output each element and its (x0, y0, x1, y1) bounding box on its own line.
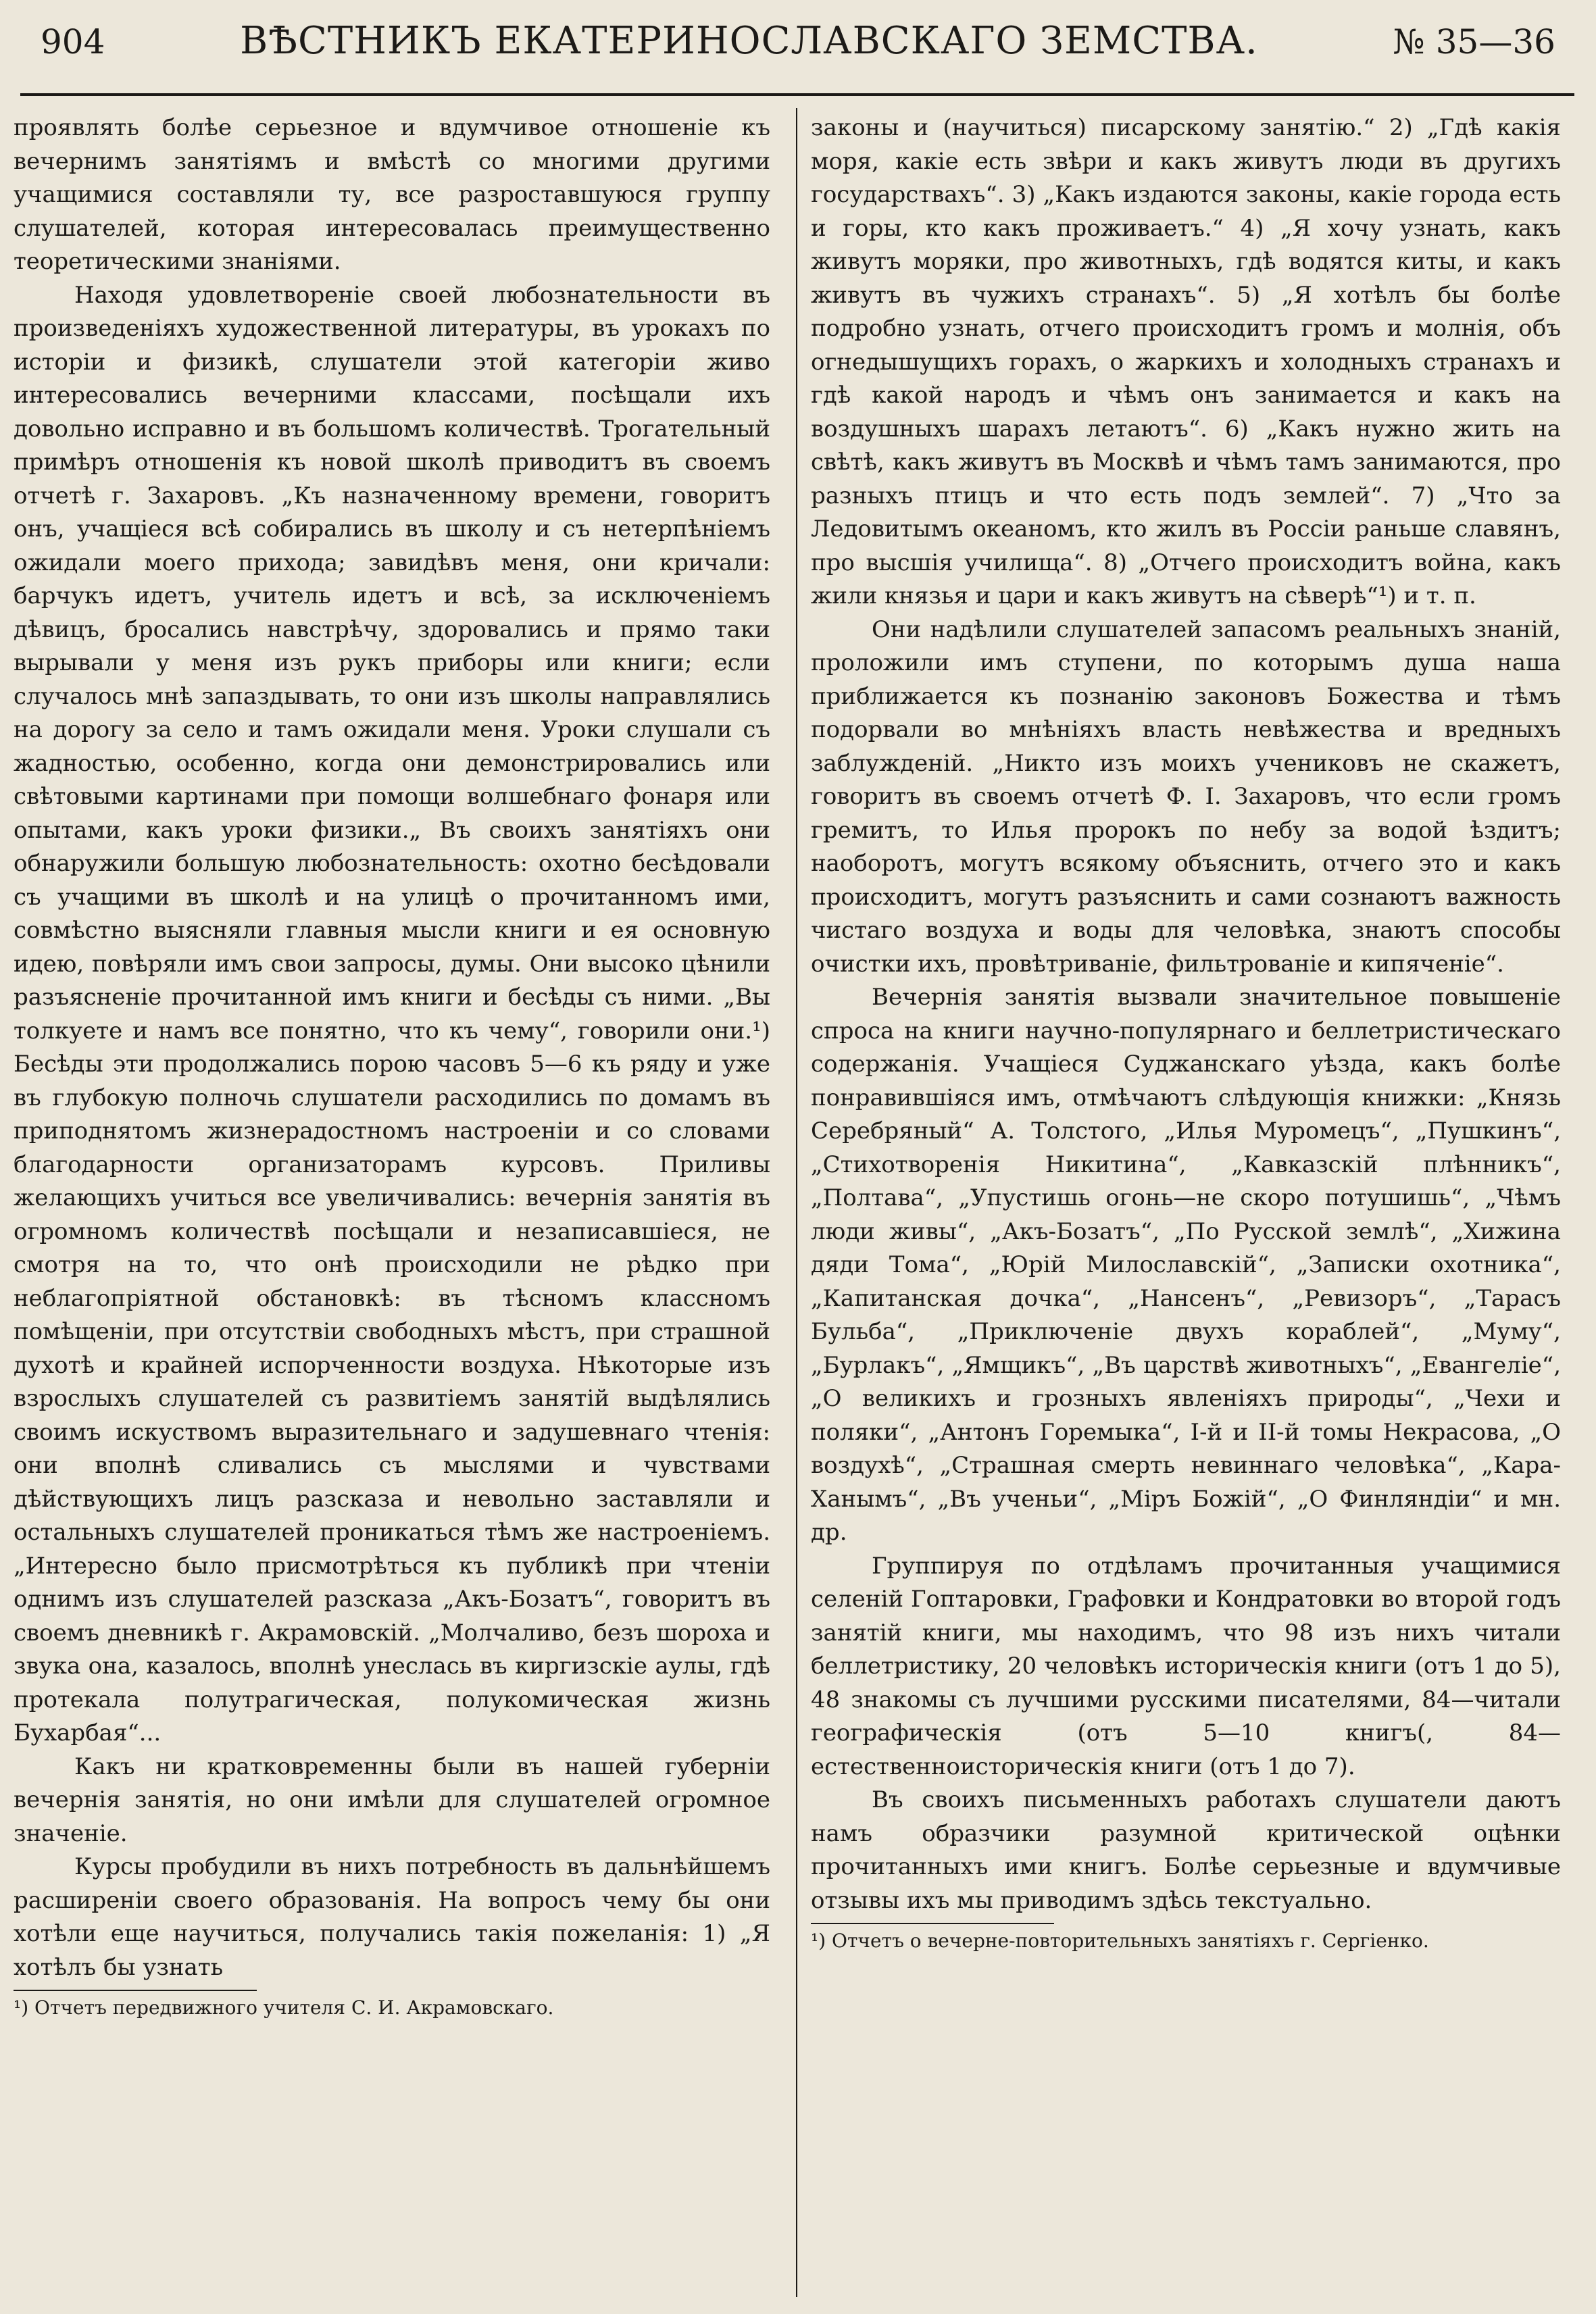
left-column (14, 111, 770, 2021)
footnote-rule (14, 1990, 257, 1991)
paragraph: Какъ ни кратковременны были въ нашей губерніи вечернія занятія, но они имѣли для слушателей огромное значеніе. (14, 1753, 770, 1847)
footnote: ¹) Отчетъ о вечерне-повторительныхъ занятіяхъ г. Сергіенко. (811, 1930, 1429, 1952)
header-rule (20, 93, 1574, 96)
footnote-rule (811, 1923, 1054, 1924)
issue-number: № 35—36 (1393, 22, 1555, 61)
paragraph: законы и (научиться) писарскому занятію.“ 2) „Гдѣ какія моря, какіе есть звѣри и какъ живутъ люди въ другихъ государствахъ“. 3) „Какъ издаются законы, какіе города есть и горы, кто какъ проживаетъ.“ 4) „Я хочу узнать, какъ живутъ моряки, про животныхъ, гдѣ водятся киты, и какъ живутъ въ чужихъ странахъ“. 5) „Я хотѣлъ бы болѣе подробно узнать, отчего происходитъ громъ и молнія, объ огнедышущихъ горахъ, о жаркихъ и холодныхъ странахъ и гдѣ какой народъ и чѣмъ онъ занимается и какъ на воздушныхъ шарахъ летаютъ“. 6) „Какъ нужно жить на свѣтѣ, какъ живутъ въ Москвѣ и чѣмъ тамъ занимаются, про разныхъ птицъ и что есть подъ землей“. 7) „Что за Ледовитымъ океаномъ, кто жилъ въ Россіи раньше славянъ, про высшія училища“. 8) „Отчего происходитъ война, какъ жили князья и цари и какъ живутъ на сѣверѣ“¹) и т. п. (811, 114, 1561, 609)
paragraph: Группируя по отдѣламъ прочитанныя учащимися селеній Гоптаровки, Графовки и Кондратовки во второй годъ занятій книги, мы находимъ, что 98 изъ нихъ читали беллетристику, 20 человѣкъ историческія книги (отъ 1 до 5), 48 знакомы съ лучшими русскими писателями, 84—читали географическія (отъ 5—10 книгъ(, 84—естественноисторическія книги (отъ 1 до 7). (811, 1552, 1561, 1780)
paragraph: Курсы пробудили въ нихъ потребность въ дальнѣйшемъ расширеніи своего образованія. На вопросъ чему бы они хотѣли еще научиться, получались такія пожеланія: 1) „Я хотѣлъ бы узнать (14, 1853, 770, 1981)
column-divider (796, 108, 797, 2297)
footnote: ¹) Отчетъ передвижного учителя С. И. Акрамовскаго. (14, 1996, 554, 2019)
page-header (41, 19, 1555, 80)
paragraph: Они надѣлили слушателей запасомъ реальныхъ знаній, проложили имъ ступени, по которымъ душа наша приближается къ познанію законовъ Божества и тѣмъ подорвали во мнѣніяхъ власть невѣжества и вредныхъ заблужденій. „Никто изъ моихъ учениковъ не скажетъ, говоритъ въ своемъ отчетѣ Ф. І. Захаровъ, что если громъ гремитъ, то Илья пророкъ по небу за водой ѣздитъ; наоборотъ, могутъ всякому объяснить, отчего это и какъ происходитъ, могутъ разъяснить и сами сознаютъ важность чистаго воздуха и воды для человѣка, знаютъ способы очистки ихъ, провѣтриваніе, фильтрованіе и кипяченіе“. (811, 615, 1561, 978)
paragraph: Вечернія занятія вызвали значительное повышеніе спроса на книги научно-популярнаго и беллетристическаго содержанія. Учащіеся Суджанскаго уѣзда, какъ болѣе понравившіяся имъ, отмѣчаютъ слѣдующія книжки: „Князь Серебряный“ А. Толстого, „Илья Муромецъ“, „Пушкинъ“, „Стихотворенія Никитина“, „Кавказскій плѣнникъ“, „Полтава“, „Упустишь огонь—не скоро потушишь“, „Чѣмъ люди живы“, „Акъ-Бозатъ“, „По Русской землѣ“, „Хижина дяди Тома“, „Юрій Милославскій“, „Записки охотника“, „Капитанская дочка“, „Нансенъ“, „Ревизоръ“, „Тарасъ Бульба“, „Приключеніе двухъ кораблей“, „Муму“, „Бурлакъ“, „Ямщикъ“, „Въ царствѣ животныхъ“, „Евангеліе“, „О великихъ и грозныхъ явленіяхъ природы“, „Чехи и поляки“, „Антонъ Горемыка“, І-й и ІІ-й томы Некрасова, „О воздухѣ“, „Страшная смерть невиннаго человѣка“, „Кара-Ханымъ“, „Въ ученьи“, „Міръ Божій“, „О Финляндіи“ и мн. др. (811, 984, 1561, 1546)
paragraph: Находя удовлетвореніе своей любознательности въ произведеніяхъ художественной литературы, въ урокахъ по исторіи и физикѣ, слушатели этой категоріи живо интересовались вечерними классами, посѣщали ихъ довольно исправно и въ большомъ количествѣ. Трогательный примѣръ отношенія къ новой школѣ приводитъ въ своемъ отчетѣ г. Захаровъ. „Къ назначенному времени, говоритъ онъ, учащіеся всѣ собирались въ школу и съ нетерпѣніемъ ожидали моего прихода; завидѣвъ меня, они кричали: барчукъ идетъ, учитель идетъ и всѣ, за исключеніемъ дѣвицъ, бросались навстрѣчу, здоровались и прямо таки вырывали у меня изъ рукъ приборы или книги; если случалось мнѣ запаздывать, то они изъ школы направлялись на дорогу за село и тамъ ожидали меня. Уроки слушали съ жадностью, особенно, когда они демонстрировались или свѣтовыми картинами при помощи волшебнаго фонаря или опытами, какъ уроки физики.„ Въ своихъ занятіяхъ они обнаружили большую любознательность: охотно бесѣдовали съ учащими въ школѣ и на улицѣ о прочитанномъ ими, совмѣстно выясняли главныя мысли книги и ея основную идею, повѣряли имъ свои запросы, думы. Они высоко цѣнили разъясненіе прочитанной имъ книги и бесѣды съ ними. „Вы толкуете и намъ все понятно, что къ чему“, говорили они.¹) Бесѣды эти продолжались порою часовъ 5—6 къ ряду и уже въ глубокую полночь слушатели расходились по домамъ въ приподнятомъ жизнерадостномъ настроеніи и со словами благодарности организаторамъ курсовъ. Приливы желающихъ учиться все увеличивались: вечернія занятія въ огромномъ количествѣ посѣщали и незаписавшіеся, не смотря на то, что онѣ происходили не рѣдко при неблагопріятной обстановкѣ: въ тѣсномъ классномъ помѣщеніи, при отсутствіи свободныхъ мѣстъ, при страшной духотѣ и крайней испорченности воздуха. Нѣкоторые изъ взрослыхъ слушателей съ развитіемъ занятій выдѣлялись своимъ искуствомъ выразительнаго и задушевнаго чтенія: они вполнѣ сливались съ мыслями и чувствами дѣйствующихъ лицъ разсказа и невольно заставляли и остальныхъ слушателей проникаться тѣмъ же настроеніемъ. „Интересно было присмотрѣться къ публикѣ при чтеніи однимъ изъ слушателей разсказа „Акъ-Бозатъ“, говоритъ въ своемъ дневникѣ г. Акрамовскій. „Молчаливо, безъ шороха и звука она, казалось, вполнѣ унеслась въ киргизскіе аулы, гдѣ протекала полутрагическая, полукомическая жизнь Бухарбая“... (14, 281, 770, 1746)
paragraph: Въ своихъ письменныхъ работахъ слушатели даютъ намъ образчики разумной критической оцѣнки прочитанныхъ ими книгъ. Болѣе серьезные и вдумчивые отзывы ихъ мы приводимъ здѣсь текстуально. (811, 1786, 1561, 1914)
page-number: 904 (41, 22, 105, 61)
paragraph: проявлять болѣе серьезное и вдумчивое отношеніе къ вечернимъ занятіямъ и вмѣстѣ со многими другими учащимися составляли ту, все разроставшуюся группу слушателей, которая интересовалась преимущественно теоретическими знаніями. (14, 114, 770, 275)
journal-title: ВѢСТНИКЪ ЕКАТЕРИНОСЛАВСКАГО ЗЕМСТВА. (240, 19, 1258, 63)
right-column (811, 111, 1561, 1954)
